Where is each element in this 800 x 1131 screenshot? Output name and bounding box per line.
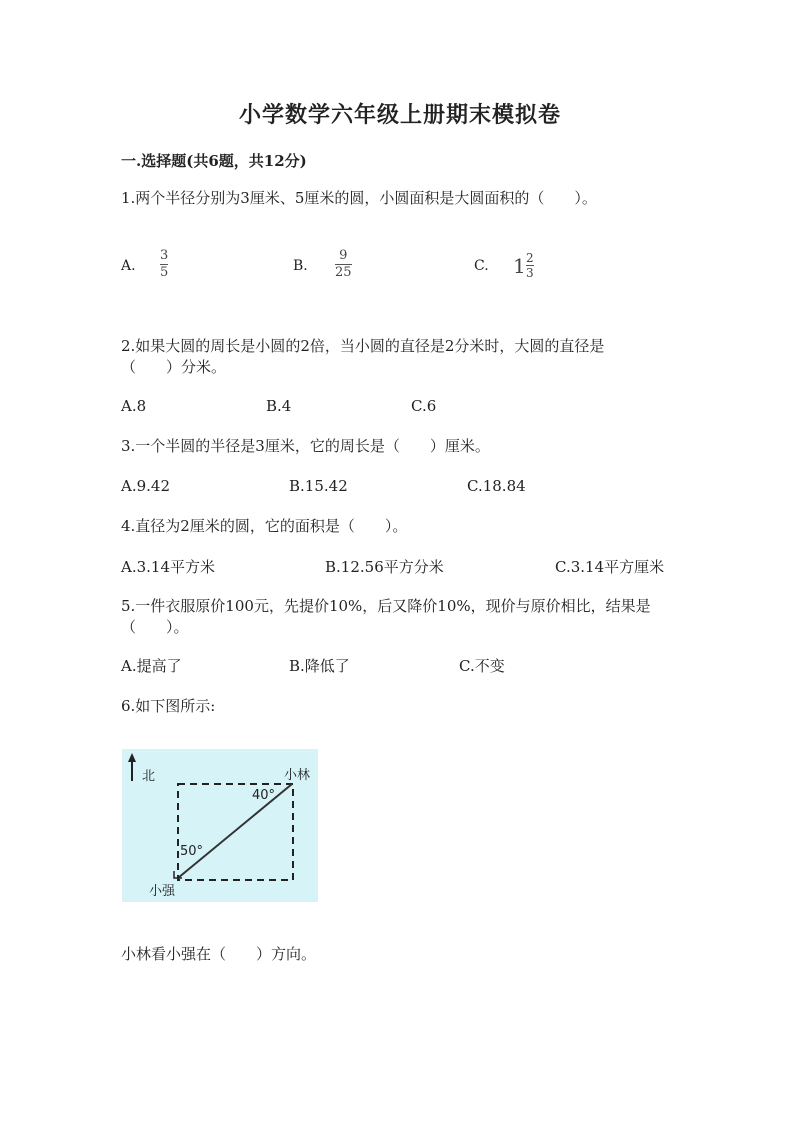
q5-option-b[interactable]: B.降低了 [289,657,350,675]
q1-option-c-denominator: 3 [526,266,534,280]
angle-50-label: 50° [180,844,204,859]
q3-option-b[interactable]: B.15.42 [289,477,348,495]
question-6-stem: 6.如下图所示: [121,697,216,715]
q5-option-c[interactable]: C.不变 [459,657,505,675]
q1-option-b-denominator: 25 [335,265,352,280]
q5-option-a[interactable]: A.提高了 [121,657,182,675]
xiaoqiang-label: 小强 [149,884,176,899]
q1-option-a-numerator: 3 [160,248,169,263]
page-title: 小学数学六年级上册期末模拟卷 [238,102,561,128]
question-4-stem: 4.直径为2厘米的圆，它的面积是（ ）。 [121,517,408,535]
north-label: 北 [142,769,156,784]
direction-diagram [122,749,318,902]
angle-40-label: 40° [252,788,276,803]
question-3-stem: 3.一个半圆的半径是3厘米，它的周长是（ ）厘米。 [121,437,490,455]
north-arrow-head [128,753,136,762]
q4-option-b[interactable]: B.12.56平方分米 [325,558,444,576]
q3-option-a[interactable]: A.9.42 [121,477,170,495]
question-2-stem-line-1: 2.如果大圆的周长是小圆的2倍，当小圆的直径是2分米时，大圆的直径是 [121,337,605,355]
question-2-stem-line-2: （ ）分米。 [121,358,227,376]
question-5-stem-line-1: 5.一件衣服原价100元，先提价10%，后又降价10%，现价与原价相比，结果是 [121,597,651,615]
q2-option-c[interactable]: C.6 [411,397,437,415]
q1-option-b-fraction[interactable] [335,249,352,280]
q1-option-a-fraction[interactable] [160,249,168,280]
q1-option-b-numerator: 9 [339,248,348,263]
section-heading: 一.选择题(共6题，共12分) [121,152,307,170]
question-1-stem: 1.两个半径分别为3厘米、5厘米的圆，小圆面积是大圆面积的（ ）。 [121,189,597,207]
q2-option-b[interactable]: B.4 [266,397,292,415]
q4-option-c[interactable]: C.3.14平方厘米 [555,558,665,576]
question-5-stem-line-2: （ ）。 [121,618,189,636]
q1-option-c-label[interactable]: C. [474,258,489,274]
q1-option-c-whole: 1 [513,254,526,278]
question-6-prompt: 小林看小强在（ ）方向。 [121,945,317,963]
q1-option-c-fraction[interactable] [526,252,534,279]
direction-figure [122,749,318,902]
q1-option-a-label[interactable]: A. [121,258,136,274]
xiaolin-label: 小林 [284,768,311,783]
q1-option-b-label[interactable]: B. [293,258,308,274]
q4-option-a[interactable]: A.3.14平方米 [121,558,215,576]
q1-option-a-denominator: 5 [160,265,169,280]
q1-option-c-numerator: 2 [526,251,534,265]
q3-option-c[interactable]: C.18.84 [467,477,526,495]
q2-option-a[interactable]: A.8 [121,397,147,415]
